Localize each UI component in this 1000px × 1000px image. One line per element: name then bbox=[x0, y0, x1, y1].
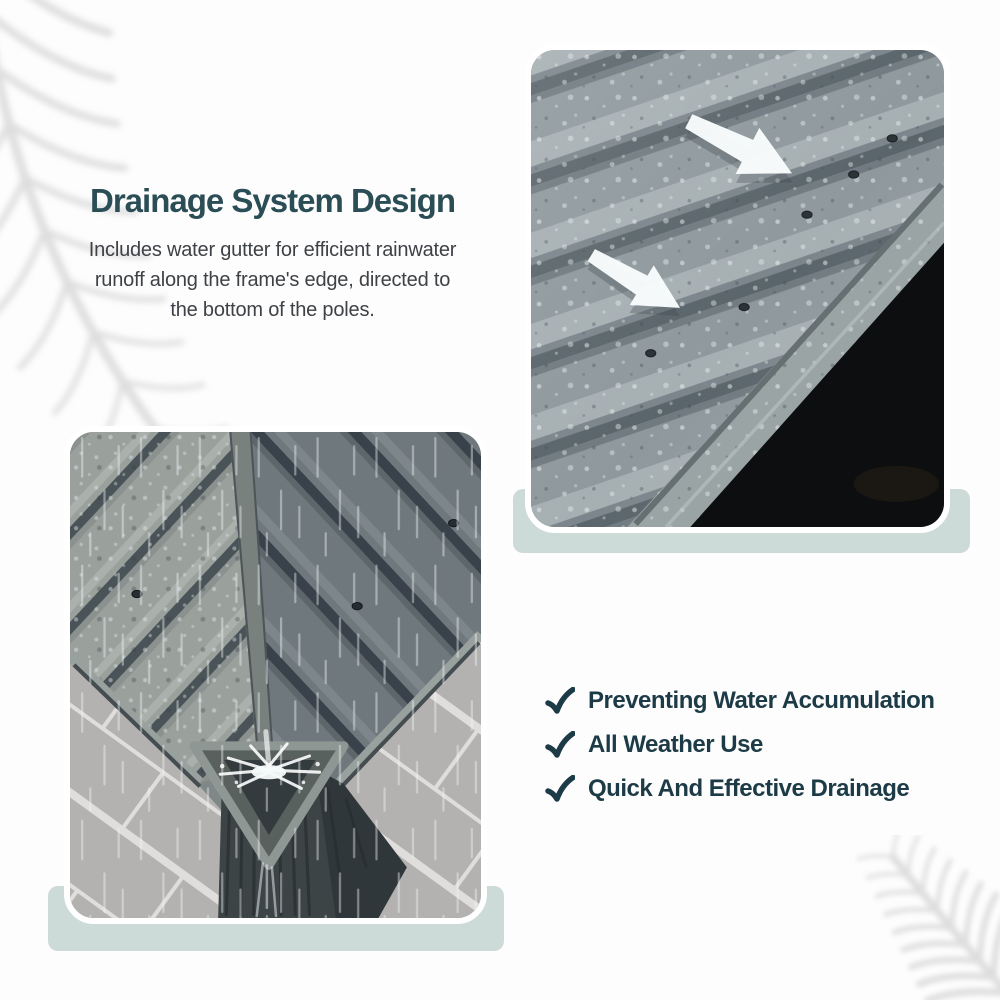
roof-closeup-illustration bbox=[531, 50, 944, 527]
feature-label: Preventing Water Accumulation bbox=[588, 687, 935, 714]
palm-leaf-icon bbox=[855, 835, 1000, 1000]
feature-label: All Weather Use bbox=[588, 731, 763, 758]
description-line: runoff along the frame's edge, directed to bbox=[94, 268, 451, 291]
corner-drain-illustration bbox=[70, 432, 481, 918]
page-description bbox=[40, 235, 505, 325]
feature-item bbox=[545, 774, 934, 804]
check-icon bbox=[545, 731, 575, 759]
check-icon bbox=[545, 687, 575, 715]
feature-item bbox=[545, 730, 934, 760]
description-line: the bottom of the poles. bbox=[170, 298, 375, 321]
photo-corner-drain bbox=[64, 426, 487, 924]
photo-roof-closeup bbox=[525, 44, 950, 533]
check-icon bbox=[545, 775, 575, 803]
rain-streaks bbox=[70, 432, 481, 918]
page-title: Drainage System Design bbox=[90, 182, 455, 219]
feature-list bbox=[545, 686, 934, 818]
feature-label: Quick And Effective Drainage bbox=[588, 775, 910, 802]
feature-item bbox=[545, 686, 934, 716]
intro-block bbox=[40, 184, 505, 325]
description-line: Includes water gutter for efficient rainwater bbox=[88, 238, 457, 261]
